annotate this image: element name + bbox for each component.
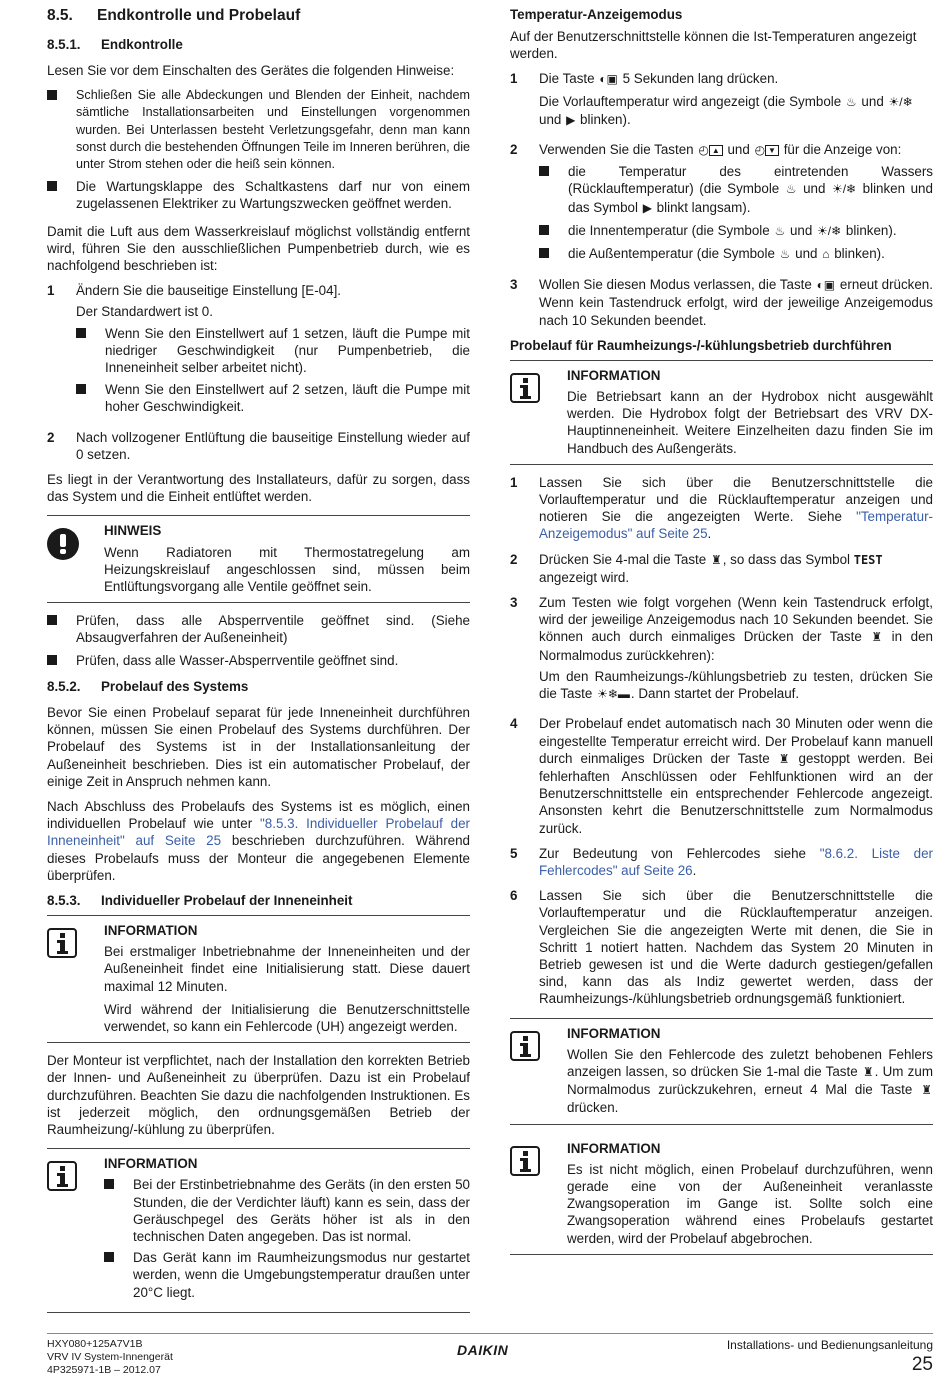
bullet-square: [47, 90, 57, 100]
right-column: [510, 6, 933, 1264]
subsection-title-8-5-1: 8.5.1. Endkontrolle: [47, 37, 183, 52]
subsection-title-8-5-3: 8.5.3. Individueller Probelauf der Inneneinheit: [47, 892, 353, 908]
water-temperature-icon: ♨: [785, 182, 797, 197]
paragraph: Lesen Sie vor dem Einschalten des Gerätes die folgenden Hinweise:: [47, 63, 455, 78]
page-number: 25: [911, 1354, 933, 1375]
bullet-square: [539, 166, 549, 176]
info-icon: [510, 1146, 540, 1176]
info-icon: [47, 1161, 77, 1191]
link-error-codes[interactable]: "8.6.2. Liste der Fehlercodes" auf Seite 26: [539, 845, 933, 878]
section-title: 8.5. Endkontrolle und Probelauf: [47, 7, 301, 24]
bullet-square: [47, 615, 57, 625]
time-up-key-icon: ◴ ▲: [697, 142, 723, 159]
page-footer: [47, 1333, 933, 1376]
inspection-test-key-icon: ♜: [862, 1064, 874, 1079]
inspection-test-key-icon: ♜: [871, 630, 883, 645]
temp-display-key-icon: ◐▣: [816, 278, 836, 293]
left-column: [47, 6, 470, 1322]
ordered-item: 1 Die Taste ◐▣ 5 Sekunden lang drücken. Die Vorlauftemperatur wird angezeigt (die Symbole ♨ und ☀/❄ und ▶ blinken).: [510, 70, 933, 133]
test-symbol: TEST: [853, 552, 883, 567]
information-box: INFORMATION Wollen Sie den Fehlercode des zuletzt behobenen Fehlers anzeigen lassen, so drücken Sie 1-mal die Taste ♜. Um zum Normalmodus zurückzukehren, erneut 4 Mal die Taste ♜ drücken.: [510, 1018, 933, 1125]
time-down-key-icon: ◴ ▼: [754, 142, 780, 159]
link-8-5-3[interactable]: "8.5.3. Individueller Probelauf der Inneneinheit" auf Seite 25: [47, 816, 470, 849]
bullet-square: [76, 328, 86, 338]
ordered-item: 4 Der Probelauf endet automatisch nach 30 Minuten oder wenn die eingestellte Temperatur erreicht wird. Der Probelauf kann manuell durch einmaliges Drücken der Taste ♜ gestoppt werden. Bei fehlerhaften Anschlüssen oder Fehlfunktionen wird an der Benutzerschnittstelle ein entsprechender Fehlercode angezeigt. Ansonsten kehrt die Benutzerschnittstelle zum Normalmodus zurück.: [510, 716, 933, 836]
info-icon: [510, 373, 540, 403]
outdoor-house-icon: ⌂: [822, 247, 830, 262]
link-temperature-mode[interactable]: "Temperatur-Anzeigemodus" auf Seite 25: [539, 509, 933, 542]
paragraph: Damit die Luft aus dem Wasserkreislauf möglichst vollständig entfernt wird, führen Sie den ausschließlichen Pumpenbetrieb durch, wie es nachfolgend beschrieben ist:: [47, 223, 470, 274]
ordered-item: 1 Lassen Sie sich über die Benutzerschnittstelle die Vorlauftemperatur und die Rücklauftemperatur anzeigen und notieren Sie die angezeigten Werte. Siehe "Temperatur-Anzeigemodus" auf Seite 25.: [510, 474, 933, 542]
information-box: INFORMATION Bei erstmaliger Inbetriebnahme der Inneneinheiten und der Außeneinheit findet eine Initialisierung statt. Diese dauert maximal 12 Minuten. Wird während der Initialisierung die Benutzerschnittstelle verwendet, so kann ein Fehlercode (UH) angezeigt werden.: [47, 915, 470, 1043]
water-temperature-icon: ♨: [774, 223, 786, 238]
bullet-square: [539, 248, 549, 258]
bullet-item: Wenn Sie den Einstellwert auf 2 setzen, läuft die Pumpe mit hoher Geschwindigkeit.: [76, 381, 470, 415]
bullet-item: Bei der Erstinbetriebnahme des Geräts (in den ersten 50 Stunden, die der Verdichter läuft) kann es sein, dass der Geräuschpegel des Geräts höher ist als in den technischen Daten angegeben. Das ist normal.: [104, 1176, 470, 1245]
bullet-square: [47, 655, 57, 665]
inspection-test-key-icon: ♜: [778, 751, 790, 766]
paragraph: Nach Abschluss des Probelaufs des Systems ist es möglich, einen individuellen Probelauf wie unter "8.5.3. Individueller Probelauf der Inneneinheit" auf Seite 25 beschrieben durchzuführen. Während dieses Probelaufs muss der Monteur die angegebenen Elemente überprüfen.: [47, 798, 470, 883]
heading-test-run: Probelauf für Raumheizungs-/-kühlungsbetrieb durchführen: [510, 337, 892, 353]
ordered-item: 2 Nach vollzogener Entlüftung die bauseitige Einstellung wieder auf 0 setzen.: [47, 429, 470, 462]
inspection-test-key-icon: ♜: [921, 1083, 932, 1098]
paragraph: Der Monteur ist verpflichtet, nach der Installation den korrekten Betrieb der Innen- und Außeneinheit zu überprüfen. Dazu ist ein Probelauf durchzuführen. Beachten Sie dazu die nachfolgenden Instruktionen. Es ist jederzeit möglich, den ordnungsgemäßen Betrieb der Raumheizung/-kühlung zu überprüfen.: [47, 1053, 470, 1137]
heat-cool-icon: ☀/❄: [831, 182, 857, 197]
bullet-item: die Außentemperatur (die Symbole ♨ und ⌂ blinken).: [539, 245, 933, 263]
temp-display-key-icon: ◐▣: [599, 72, 618, 87]
flow-arrow-icon: ▶: [566, 112, 576, 127]
bullet-item: Wenn Sie den Einstellwert auf 1 setzen, läuft die Pumpe mit niedriger Geschwindigkeit (nur Pumpenbetrieb, die Inneneinheit selber arbeitet nicht).: [76, 325, 470, 377]
heat-cool-icon: ☀/❄: [817, 223, 842, 238]
hinweis-box: HINWEIS Wenn Radiatoren mit Thermostatregelung am Heizungskreislauf angeschlossen sind, müssen beim Entlüftungsvorgang alle Ventile geöffnet sein.: [47, 515, 470, 603]
paragraph: Bevor Sie einen Probelauf separat für jede Inneneinheit durchführen können, müssen Sie einen Probelauf des Systems durchführen. Der Probelauf des Systems ist in der Installationsanleitung der Außeneinheit beschrieben. Dies ist ein automatischer Probelauf, der einige Zeit in Anspruch nehmen kann.: [47, 704, 470, 789]
information-box: INFORMATION Es ist nicht möglich, einen Probelauf durchzuführen, wenn gerade eine von der Außeneinheit veranlasste Zwangsoperation im Gange ist. Sollte solch eine Zwangsoperation während eines Probelaufs gestartet werden, wird der Probelauf abgebrochen.: [510, 1134, 933, 1255]
bullet-item: Prüfen, dass alle Absperrventile geöffnet sind. (Siehe Absaugverfahren der Außeneinheit): [47, 612, 470, 646]
paragraph: Auf der Benutzerschnittstelle können die Ist-Temperaturen angezeigt werden.: [510, 29, 917, 62]
heading-temperature-mode: Temperatur-Anzeigemodus: [510, 7, 683, 22]
ordered-item: 3 Zum Testen wie folgt vorgehen (Wenn kein Tastendruck erfolgt, wird der jeweilige Anzeigemodus nach 10 Sekunden beendet. Sie können auch durch einmaliges Drücken der Taste ♜ in den Normalmodus zurückkehren): Um den Raumheizungs-/kühlungsbetrieb zu testen, drücken Sie die Taste ☀❄▬. Dann startet der Probelauf.: [510, 594, 933, 707]
ordered-item: 3 Wollen Sie diesen Modus verlassen, die Taste ◐▣ erneut drücken. Wenn kein Tastendruck erfolgt, wird der jeweilige Anzeigemodus nach 10 Sekunden beendet.: [510, 277, 933, 328]
bullet-item: die Temperatur des eintretenden Wassers (Rücklauftemperatur) (die Symbole ♨ und ☀/❄ blinken und das Symbol ▶ blinkt langsam).: [539, 163, 933, 217]
bullet-item: Das Gerät kann im Raumheizungsmodus nur gestartet werden, wenn die Umgebungstemperatur draußen unter 20°C liegt.: [104, 1249, 470, 1301]
ordered-item: 2 Drücken Sie 4-mal die Taste ♜, so dass das Symbol TEST angezeigt wird.: [510, 551, 883, 585]
bullet-item: die Innentemperatur (die Symbole ♨ und ☀/❄ blinken).: [539, 222, 933, 240]
information-box: INFORMATION Die Betriebsart kann an der Hydrobox nicht ausgewählt werden. Die Hydrobox folgt der Betriebsart des VRV DX-Hauptinneneinheit. Weitere Einzelheiten dazu finden Sie im Handbuch des Außengeräts.: [510, 360, 933, 465]
operation-mode-key-icon: ☀❄▬: [597, 687, 630, 702]
bullet-square: [47, 181, 57, 191]
warning-icon: [47, 528, 79, 560]
bullet-item: Die Wartungsklappe des Schaltkastens darf nur von einem zugelassenen Elektriker zu Wartungszwecken geöffnet werden.: [47, 178, 470, 212]
ordered-item: 1 Ändern Sie die bauseitige Einstellung [E-04]. Der Standardwert ist 0. Wenn Sie den Einstellwert auf 1 setzen, läuft die Pumpe mit niedriger Geschwindigkeit (nur Pumpenbetrieb, die Inneneinheit selber arbeitet nicht). Wenn Sie den Einstellwert auf 2 setzen, läuft die Pumpe mit hoher Geschwindigkeit.: [47, 283, 470, 415]
ordered-item: 6 Lassen Sie sich über die Benutzerschnittstelle die Vorlauftemperatur und die Rücklauftemperatur anzeigen. Vergleichen Sie die angezeigten Werte mit denen, die Sie in Schritt 1 notiert hatten. Nachdem das System 20 Minuten in Betrieb gewesen ist und die Werte dadurch gestiegen/gefallen sind, kann das als Indiz gewertet werden, dass der Raumheizungs-/kühlungsbetrieb ordnungsgemäß funktioniert.: [510, 888, 933, 1007]
ordered-item: 2 Verwenden Sie die Tasten ◴ ▲ und ◴ ▼ für die Anzeige von: die Temperatur des eintretenden Wassers (Rücklauftemperatur) (die Symbole ♨ und ☀/❄ blinken und das Symbol ▶ blinkt langsam). die Innentemperatur (die Symbole ♨ und ☀/❄ blinken). die Außentemperatur (die Symbole ♨ und ⌂ blinken).: [510, 141, 933, 268]
water-temperature-icon: ♨: [779, 247, 791, 262]
footer-model-info: HXY080+125A7V1B VRV IV System-Innengerät 4P325971-1B – 2012.07: [47, 1338, 173, 1376]
bullet-square: [76, 384, 86, 394]
info-icon: [510, 1031, 540, 1061]
paragraph: Es liegt in der Verantwortung des Installateurs, dafür zu sorgen, dass das System und die Einheit entlüftet werden.: [47, 472, 470, 505]
inspection-test-key-icon: ♜: [710, 552, 722, 567]
heat-cool-icon: ☀/❄: [888, 94, 913, 109]
bullet-square: [104, 1179, 114, 1189]
daikin-logo: DAIKIN: [457, 1342, 509, 1358]
ordered-item: 5 Zur Bedeutung von Fehlercodes siehe "8.6.2. Liste der Fehlercodes" auf Seite 26.: [510, 845, 933, 878]
flow-arrow-icon: ▶: [642, 200, 652, 215]
bullet-item: Prüfen, dass alle Wasser-Absperrventile geöffnet sind.: [47, 652, 470, 669]
bullet-item: Schließen Sie alle Abdeckungen und Blenden der Einheit, nachdem sämtliche Installationsarbeiten und Einstellungen vorgenommen wurden. Bei Unterlassen besteht Verletzungsgefahr, denn man kann sonst durch die bestehenden Öffnungen Teile im Inneren berühren, die unter Strom stehen oder die heiß sein können.: [47, 87, 470, 173]
footer-manual-info: Installations- und Bedienungsanleitung 25: [726, 1338, 933, 1375]
water-temperature-icon: ♨: [845, 94, 857, 109]
info-icon: [47, 928, 77, 958]
bullet-square: [539, 225, 549, 235]
information-box: INFORMATION Bei der Erstinbetriebnahme des Geräts (in den ersten 50 Stunden, die der Verdichter läuft) kann es sein, dass der Geräuschpegel des Geräts höher ist als in den technischen Daten angegeben. Das ist normal. Das Gerät kann im Raumheizungsmodus nur gestartet werden, wenn die Umgebungstemperatur draußen unter 20°C liegt.: [47, 1148, 470, 1313]
bullet-square: [104, 1252, 114, 1262]
subsection-title-8-5-2: 8.5.2. Probelauf des Systems: [47, 678, 249, 694]
